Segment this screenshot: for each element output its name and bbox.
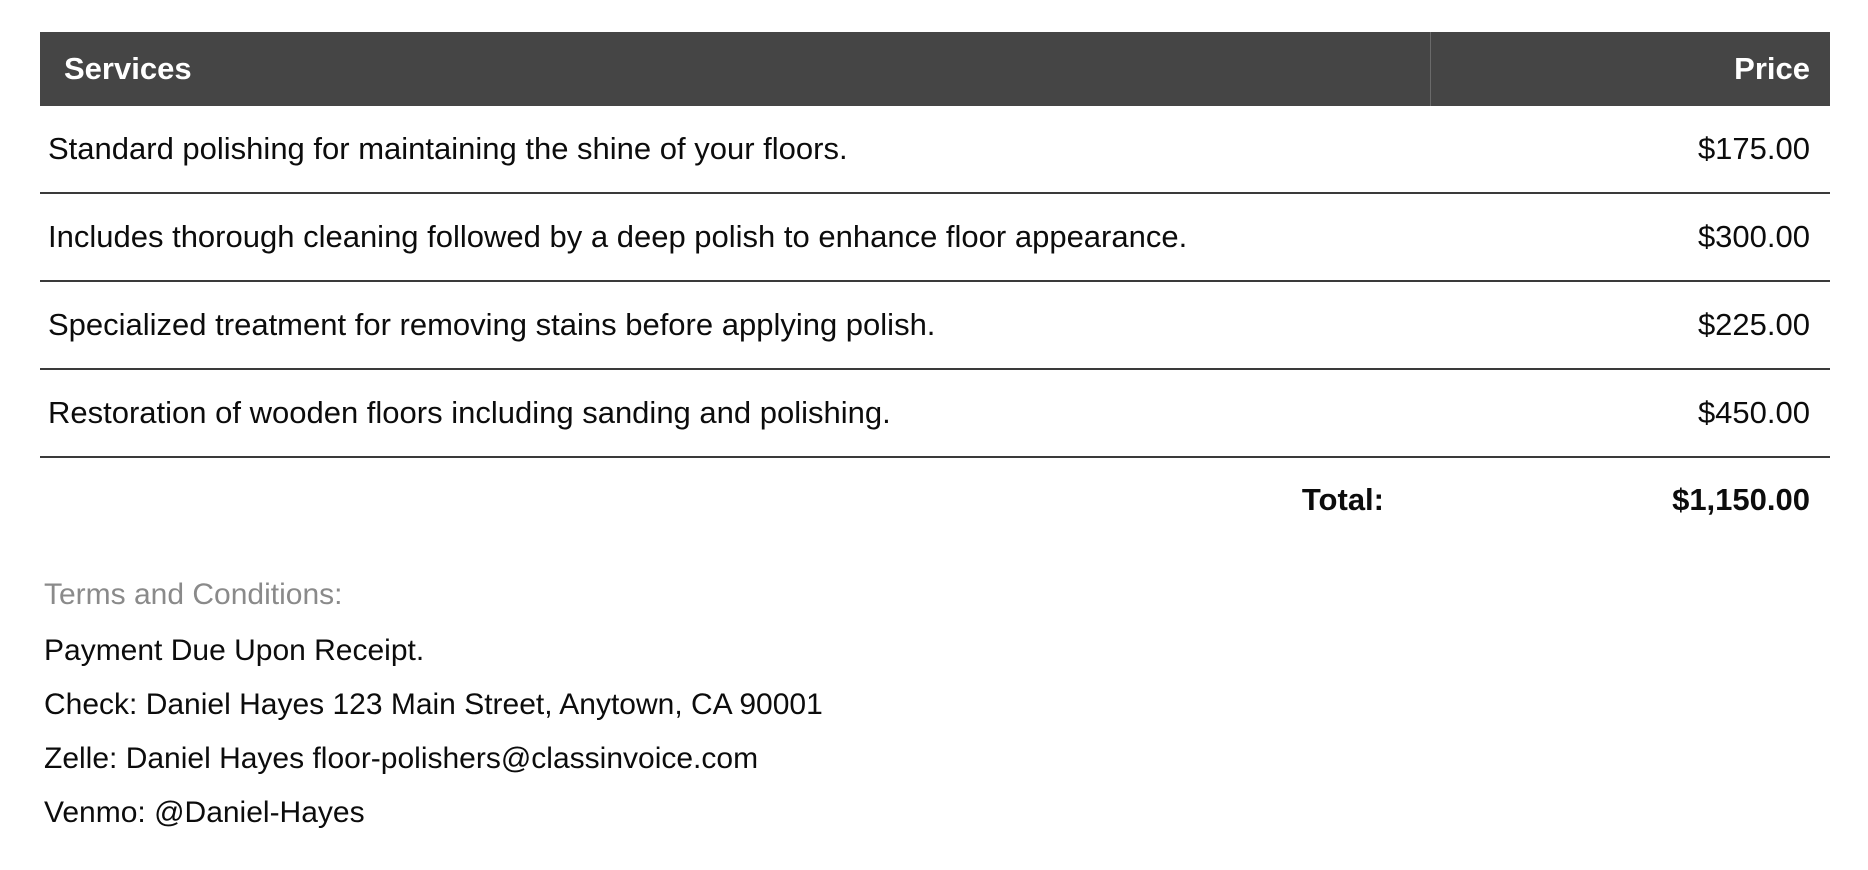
service-description: Specialized treatment for removing stains before applying polish. xyxy=(40,281,1430,369)
terms-line: Zelle: Daniel Hayes floor-polishers@classinvoice.com xyxy=(44,742,759,775)
service-price: $450.00 xyxy=(1430,369,1830,457)
service-description: Standard polishing for maintaining the shine of your floors. xyxy=(40,106,1430,193)
table-row xyxy=(40,106,1830,193)
column-header-price: Price xyxy=(1734,51,1810,86)
terms-title: Terms and Conditions: xyxy=(44,578,343,611)
terms-and-conditions-section xyxy=(40,578,1834,840)
service-price: $300.00 xyxy=(1430,193,1830,281)
terms-line: Payment Due Upon Receipt. xyxy=(44,634,425,667)
table-row xyxy=(40,369,1830,457)
total-label: Total: xyxy=(1301,482,1384,517)
total-value: $1,150.00 xyxy=(1672,482,1810,517)
service-price: $175.00 xyxy=(1430,106,1830,193)
services-price-table xyxy=(40,32,1830,542)
service-description: Includes thorough cleaning followed by a deep polish to enhance floor appearance. xyxy=(40,193,1430,281)
service-price: $225.00 xyxy=(1430,281,1830,369)
table-body xyxy=(40,106,1830,542)
terms-line: Check: Daniel Hayes 123 Main Street, Anytown, CA 90001 xyxy=(44,688,823,721)
table-total-row xyxy=(40,457,1830,542)
table-header-row xyxy=(40,32,1830,106)
service-description: Restoration of wooden floors including sanding and polishing. xyxy=(40,369,1430,457)
terms-line: Venmo: @Daniel-Hayes xyxy=(44,796,365,829)
column-header-services: Services xyxy=(40,32,1430,106)
table-row xyxy=(40,281,1830,369)
table-row xyxy=(40,193,1830,281)
